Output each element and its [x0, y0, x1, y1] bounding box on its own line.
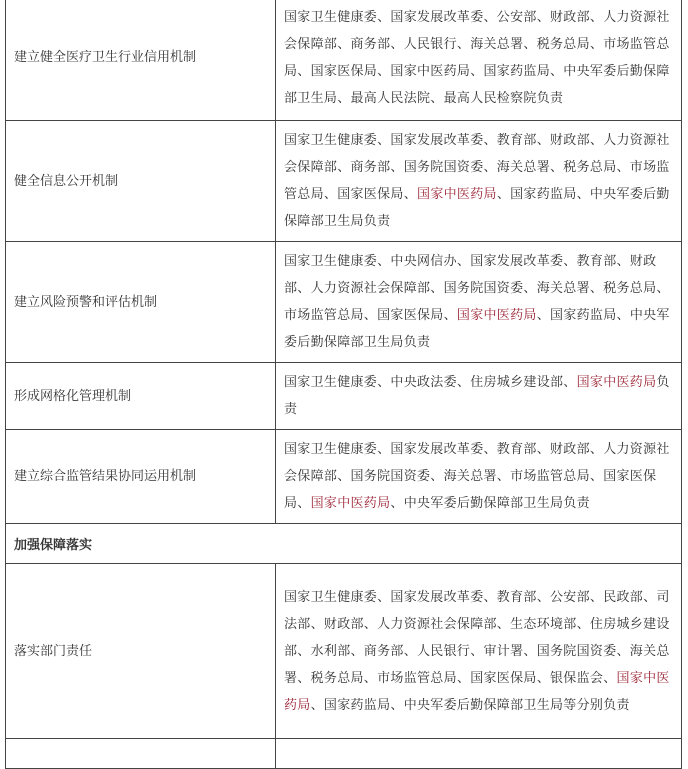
table-row — [6, 430, 682, 524]
highlighted-agency: 国家中医药局 — [456, 308, 537, 323]
responsibility-text-tail: 、国家药监局、中央军委后勤保障部卫生局等分别负责 — [310, 697, 630, 713]
highlighted-agency: 国家中医药局 — [310, 496, 391, 511]
section-row — [6, 524, 682, 564]
task-cell: 建立综合监管结果协同运用机制 — [6, 430, 276, 524]
responsibility-table — [5, 0, 682, 769]
table-row — [6, 363, 682, 430]
responsibility-text: 国家卫生健康委、国家发展改革委、教育部、财政部、人力资源社会保障部、国务院国资委、海关总署、市场监管总局、国家医保局、 — [284, 442, 670, 511]
task-cell-empty — [6, 739, 276, 769]
highlighted-agency: 国家中医药局 — [576, 375, 657, 390]
highlighted-agency: 国家中医药局 — [417, 187, 497, 202]
highlighted-agency: 国家中医药局 — [284, 670, 670, 713]
responsibility-text: 国家卫生健康委、国家发展改革委、教育部、公安部、民政部、司法部、财政部、人力资源社会保障部、生态环境部、住房城乡建设部、水利部、商务部、人民银行、审计署、国务院国资委、海关总署、税务总局、市场监管总局、国家医保局、银保监会、 — [284, 589, 670, 686]
responsibility-text: 国家卫生健康委、中央网信办、国家发展改革委、教育部、财政部、人力资源社会保障部、国务院国资委、海关总署、税务总局、市场监管总局、国家医保局、 — [284, 254, 670, 323]
responsibility-cell — [276, 564, 682, 739]
responsibility-text: 国家卫生健康委、国家发展改革委、教育部、财政部、人力资源社会保障部、商务部、国务院国资委、海关总署、税务总局、市场监管总局、国家医保局、 — [284, 133, 670, 202]
responsibility-cell — [276, 430, 682, 524]
responsibility-text-tail: 、国家药监局、中央军委后勤保障部卫生局负责 — [284, 187, 670, 229]
responsibility-text: 国家卫生健康委、国家发展改革委、公安部、财政部、人力资源社会保障部、商务部、人民银行、海关总署、税务总局、市场监管总局、国家医保局、国家中医药局、国家药监局、中央军委后勤保障部卫生局、最高人民法院、最高人民检察院负责 — [284, 9, 670, 106]
section-heading: 加强保障落实 — [6, 524, 682, 564]
task-cell: 健全信息公开机制 — [6, 121, 276, 242]
responsibility-cell — [276, 121, 682, 242]
task-cell: 落实部门责任 — [6, 564, 276, 739]
responsibility-text-tail: 、中央军委后勤保障部卫生局负责 — [390, 496, 590, 511]
task-cell: 建立风险预警和评估机制 — [6, 242, 276, 363]
table-row — [6, 0, 682, 121]
table-row — [6, 121, 682, 242]
table-row — [6, 242, 682, 363]
table-row-partial — [6, 739, 682, 769]
responsibility-cell-empty — [276, 739, 682, 769]
task-cell: 形成网格化管理机制 — [6, 363, 276, 430]
responsibility-text: 国家卫生健康委、中央政法委、住房城乡建设部、 — [284, 375, 577, 390]
responsibility-text-tail: 负责 — [284, 375, 670, 417]
responsibility-text-tail: 、国家药监局、中央军委后勤保障部卫生局负责 — [284, 308, 670, 350]
responsibility-cell — [276, 0, 682, 121]
table-row — [6, 564, 682, 739]
task-cell: 建立健全医疗卫生行业信用机制 — [6, 0, 276, 121]
responsibility-cell — [276, 242, 682, 363]
responsibility-cell — [276, 363, 682, 430]
